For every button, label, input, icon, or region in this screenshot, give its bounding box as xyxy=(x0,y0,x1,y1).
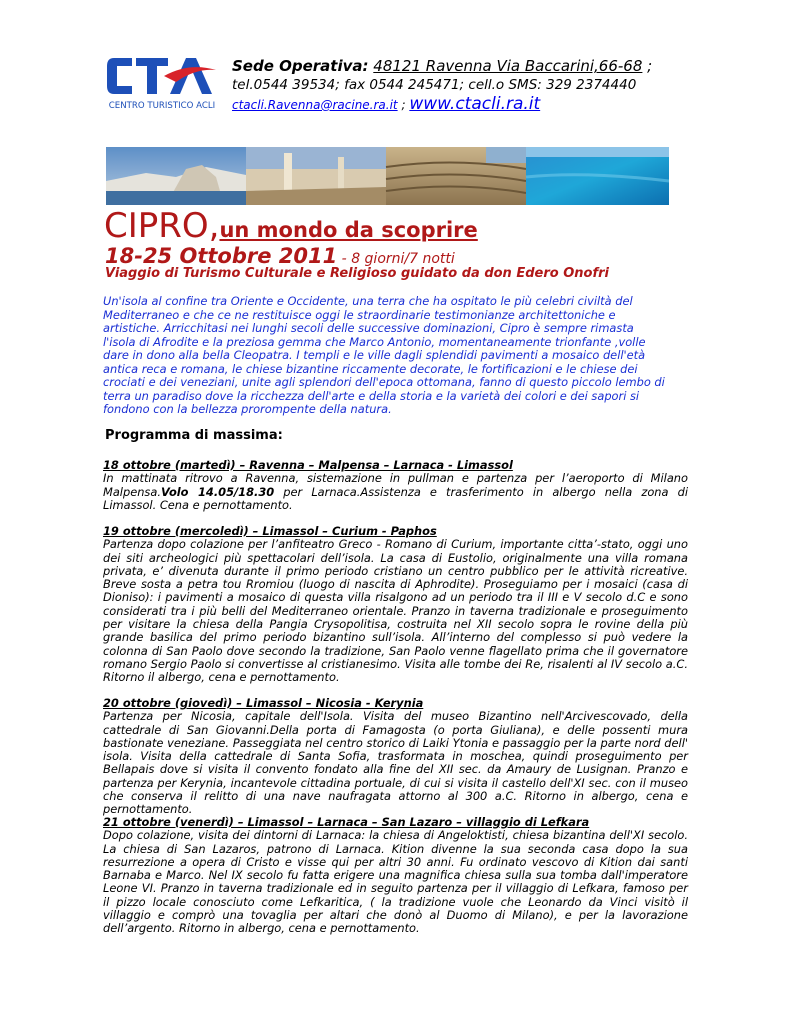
day-heading: 21 ottobre (venerdì) – Limassol – Larnaca – San Lazaro – villaggio di Lefkara xyxy=(103,815,590,829)
title-subtitle: un mondo da scoprire xyxy=(219,218,478,242)
contact-line xyxy=(232,94,540,114)
flight-info: Volo 14.05/18.30 xyxy=(160,484,275,499)
day-section xyxy=(103,816,688,936)
sede-line xyxy=(232,57,652,75)
day-section xyxy=(103,525,688,685)
trip-dates xyxy=(105,244,455,268)
contact-separator: ; xyxy=(397,98,410,112)
logo-subtext: CENTRO TURISTICO ACLI xyxy=(108,101,216,111)
program-heading: Programma di massima: xyxy=(105,428,283,443)
sede-suffix: ; xyxy=(642,57,653,75)
email-link[interactable]: ctacli.Ravenna@racine.ra.it xyxy=(232,98,398,112)
day-text: Partenza per Nicosia, capitale dell'Isola. Visita del museo Bizantino nell'Arcivescovado, della cattedrale di San Giovanni.Della porta di Famagosta (o porta Giuliana), e delle possenti mura bastionate veneziane. Passeggiata nel centro storico di Laiki Ytonia e passaggio per la parte nord dell' isola. Visita della cattedrale di Santa Sofia, trasformata in moschea, quindi proseguimento per Bellapais dove si visita il convento fondato alla fine del XII sec. da Amaury de Lusignan. Pranzo e partenza per Kerynia, incantevole cittadina portuale, di cui si visita il castello dell'XI sec. con il museo che conserva il relitto di una nave naufragata attorno al 300 a.C. Ritorno in albergo, cena e pernottamento. xyxy=(103,709,688,817)
dates-text: 18-25 Ottobre 2011 xyxy=(105,244,338,268)
sede-label: Sede Operativa: xyxy=(232,57,369,75)
title-main: CIPRO, xyxy=(104,206,220,246)
dates-dash: - xyxy=(337,251,352,267)
cta-logo xyxy=(104,52,220,112)
website-link[interactable]: www.ctacli.ra.it xyxy=(409,94,541,114)
intro-paragraph: Un'isola al confine tra Oriente e Occidente, una terra che ha ospitato le più celebri civiltà del Mediterraneo e che ce ne restituisce oggi le straordinarie testimonianze architettoniche e artistiche. Arricchitasi nei lunghi secoli delle successive dominazioni, Cipro è sempre rimasta l'isola di Afrodite e la preziosa gemma che Marco Antonio, momentaneamente trionfante ,volle dare in dono alla bella Cleopatra. I templi e le ville dagli splendidi pavimenti a mosaico dell'età antica reca e romana, le chiese bizantine riccamente decorate, le fortificazioni e le chiese dei crociati e dei veneziani, unite agli splendori dell'epoca ottomana, fanno di questo piccolo lembo di terra un paradiso dove la ricchezza dell'arte e della storia e la varietà dei colori e dei sapori si fondono con la bellezza prorompente della natura. xyxy=(103,294,665,416)
page-title xyxy=(104,206,478,246)
day-heading: 19 ottobre (mercoledì) – Limassol – Curium - Paphos xyxy=(103,524,437,538)
day-text: Partenza dopo colazione per l’anfiteatro Greco - Romano di Curium, importante citta’-stato, oggi uno dei siti archeologici più spettacolari dell’isola. La casa di Eustolio, originalmente una villa romana privata, e’ divenuta durante il primo periodo cristiano un centro pubblico per le attività ricreative. Breve sosta a petra tou Rromiou (luogo di nascita di Aphrodite). Proseguiamo per i mosaici (casa di Dioniso): i pavimenti a mosaico di questa villa risalgono ad un periodo tra il III e V secolo d.C e sono considerati tra i più belli del Mediterraneo orientale. Pranzo in taverna tradizionale e proseguimento per visitare la chiesa della Pangia Crysopolitisa, costruita nel XII secolo sopra le rovine della più grande basilica del primo periodo bizantino sull’isola. All’interno del complesso si può vedere la colonna di San Paolo dove secondo la tradizione, San Paolo venne flagellato prima che il governatore romano Sergio Paolo si convertisse al cristianesimo. Visita alle tombe dei Re, risalenti al IV secolo a.C. Ritorno il albergo, cena e pernottamento. xyxy=(103,537,688,685)
day-section xyxy=(103,697,688,817)
day-heading: 18 ottobre (martedì) – Ravenna – Malpensa – Larnaca - Limassol xyxy=(103,458,513,472)
phone-line: tel.0544 39534; fax 0544 245471; cell.o SMS: 329 2374440 xyxy=(232,77,637,93)
trip-description: Viaggio di Turismo Culturale e Religioso guidato da don Edero Onofri xyxy=(105,266,609,281)
sede-address: 48121 Ravenna Via Baccarini,66-68 xyxy=(373,57,643,75)
day-text: Dopo colazione, visita dei dintorni di Larnaca: la chiesa di Angeloktisti, chiesa bizantina dell'XI secolo. La chiesa di San Lazaros, patrono di Larnaca. Kition divenne la sua seconda casa dopo la sua resurrezione a opera di Cristo e visse qui per altri 30 anni. Fu ordinato vescovo di Kition dai santi Barnaba e Marco. Nel IX secolo fu fatta erigere una magnifica chiesa sulla sua tomba dall'imperatore Leone VI. Pranzo in taverna tradizionale ed in seguito partenza per il villaggio di Lefkara, famoso per il pizzo locale conosciuto come Lefkaritica, ( la tradizione vuole che Leonardo da Vinci visitò il villaggio e comprò una tovaglia per altari che donò al Duomo di Milano), e per la lavorazione dell’argento. Ritorno in albergo, cena e pernottamento. xyxy=(103,828,688,936)
day-section xyxy=(103,459,688,512)
cyprus-photo-banner xyxy=(106,147,669,205)
day-text: In mattinata ritrovo a Ravenna, sistemazione in pullman e partenza per l’aeroporto di Milano Malpensa.Volo 14.05/18.30 per Larnaca.Assistenza e trasferimento in albergo nella zona di Limassol. Cena e pernottamento. xyxy=(103,471,688,512)
nights-text: 8 giorni/7 notti xyxy=(351,251,455,267)
day-heading: 20 ottobre (giovedì) – Limassol – Nicosia - Kerynia xyxy=(103,696,424,710)
